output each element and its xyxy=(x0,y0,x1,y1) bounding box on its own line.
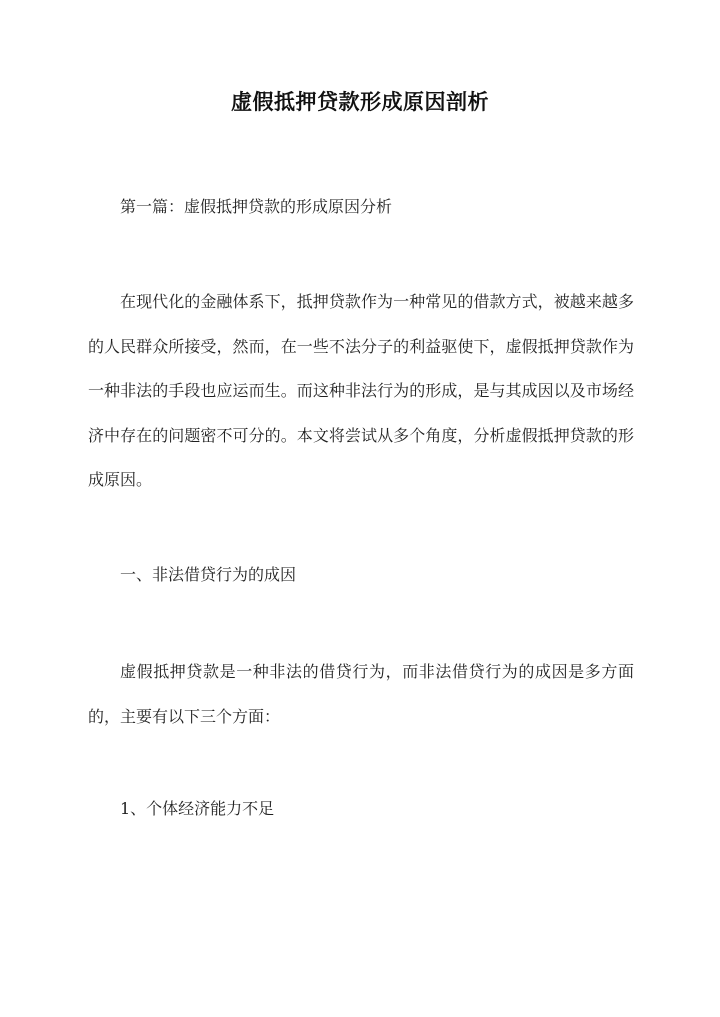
document-title: 虚假抵押贷款形成原因剖析 xyxy=(231,89,489,114)
section-heading-1: 一、非法借贷行为的成因 xyxy=(120,565,297,584)
section-1-paragraph: 虚假抵押贷款是一种非法的借贷行为，而非法借贷行为的成因是多方面的，主要有以下三个方面： xyxy=(88,662,634,726)
chapter-subtitle: 第一篇：虚假抵押贷款的形成原因分析 xyxy=(120,197,393,216)
intro-paragraph: 在现代化的金融体系下，抵押贷款作为一种常见的借款方式，被越来越多的人民群众所接受，然而，在一些不法分子的利益驱使下，虚假抵押贷款作为一种非法的手段也应运而生。而这种非法行为的形成，是与其成因以及市场经济中存在的问题密不可分的。本文将尝试从多个角度，分析虚假抵押贷款的形成原因。 xyxy=(88,292,634,489)
point-heading-1: 1、个体经济能力不足 xyxy=(120,799,275,818)
